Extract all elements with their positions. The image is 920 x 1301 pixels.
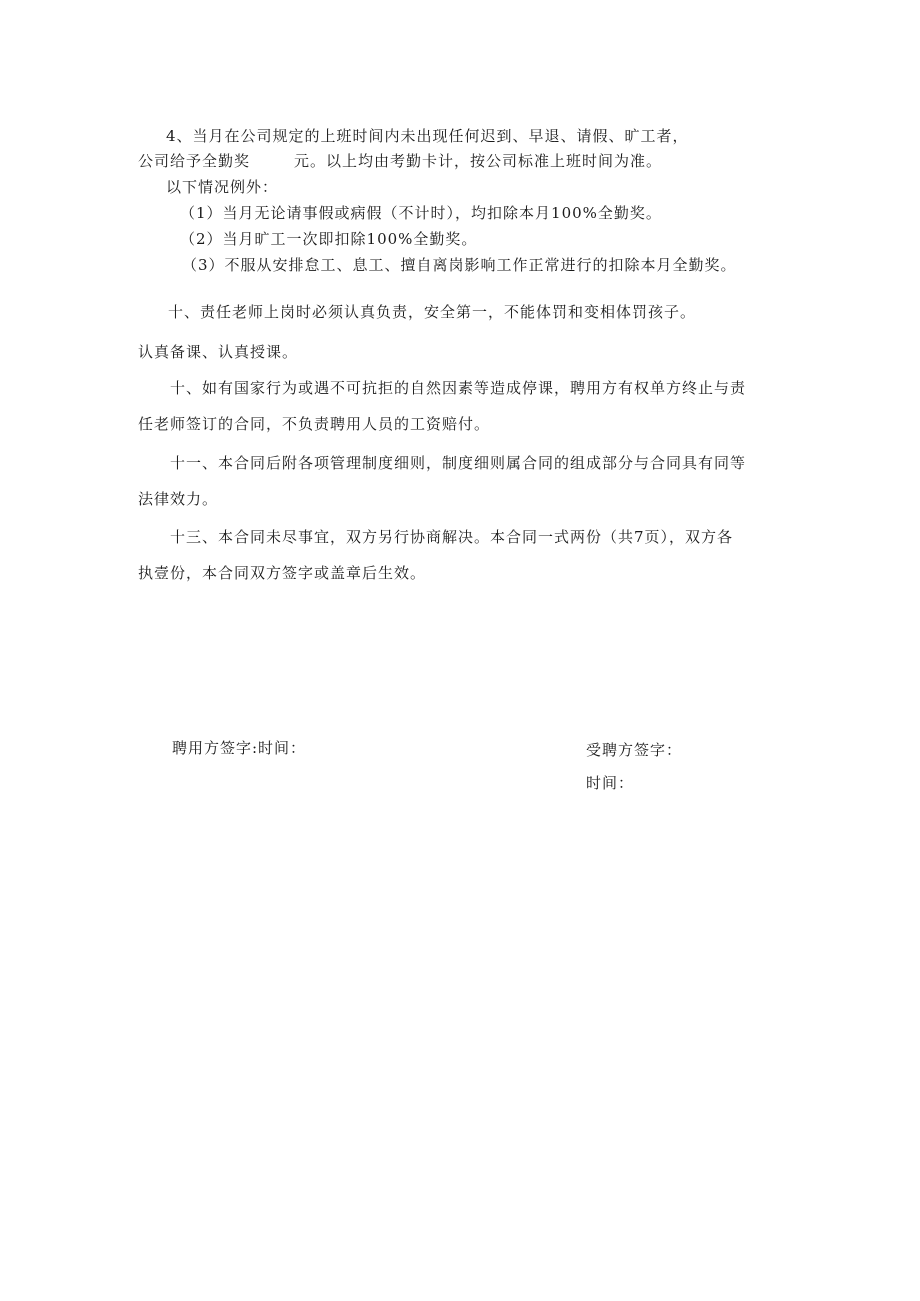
clause-10a-line-1: 十、责任老师上岗时必须认真负责，安全第一，不能体罚和变相体罚孩子。 — [168, 303, 697, 321]
exceptions-intro: 以下情况例外： — [166, 178, 279, 196]
clause-11-line-2: 法律效力。 — [138, 490, 219, 508]
exception-item-2: （2）当月旷工一次即扣除100%全勤奖。 — [180, 230, 478, 248]
clause-11-line-1: 十一、本合同后附各项管理制度细则，制度细则属合同的组成部分与合同具有同等 — [170, 454, 747, 472]
clause-4-line-1: 4、当月在公司规定的上班时间内未出现任何迟到、早退、请假、旷工者， — [166, 127, 689, 145]
employee-signature-label: 受聘方签字： — [586, 741, 683, 759]
clause-10a-line-2: 认真备课、认真授课。 — [138, 343, 299, 361]
exception-item-1: （1）当月无论请事假或病假（不计时），均扣除本月100%全勤奖。 — [180, 204, 662, 222]
clause-10b-line-2: 任老师签订的合同，不负责聘用人员的工资赔付。 — [138, 415, 491, 433]
employer-signature-label: 聘用方签字:时间： — [172, 739, 307, 757]
clause-10b-line-1: 十、如有国家行为或遇不可抗拒的自然因素等造成停课，聘用方有权单方终止与责 — [170, 379, 747, 397]
clause-4-line-2 — [138, 151, 662, 171]
exception-item-3: （3）不服从安排怠工、息工、擅自离岗影响工作正常进行的扣除本月全勤奖。 — [182, 256, 737, 274]
attendance-bonus-label: 公司给予全勤奖 — [138, 152, 251, 170]
clause-13-line-1: 十三、本合同未尽事宜，双方另行协商解决。本合同一式两份（共7页），双方各 — [170, 528, 734, 546]
clause-13-line-2: 执壹份，本合同双方签字或盖章后生效。 — [138, 564, 427, 582]
attendance-bonus-rule: 元。以上均由考勤卡计，按公司标准上班时间为准。 — [294, 152, 663, 170]
employee-time-label: 时间： — [586, 774, 635, 792]
